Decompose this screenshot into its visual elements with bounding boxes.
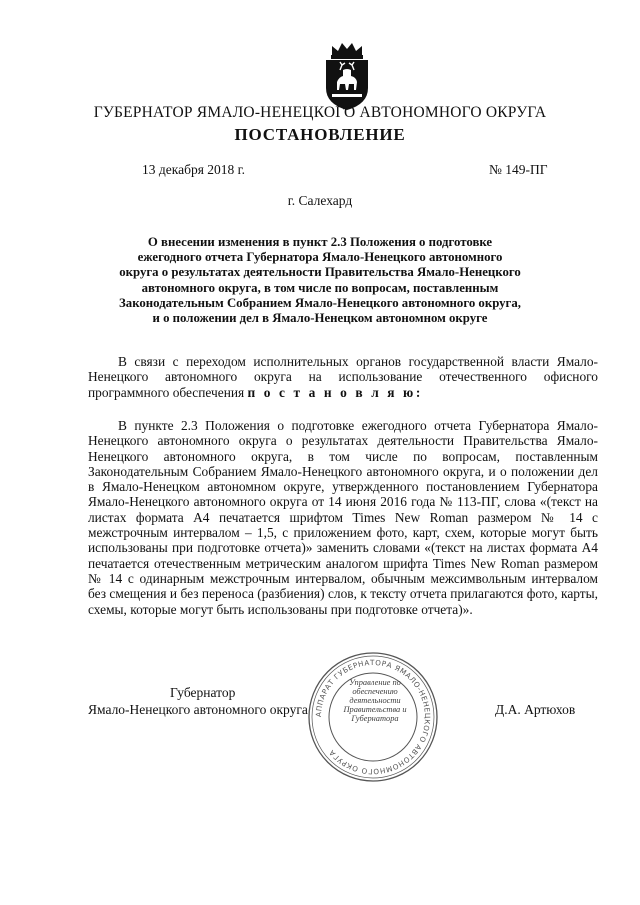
document-number: № 149-ПГ [489, 162, 548, 177]
signer-name: Д.А. Артюхов [495, 702, 576, 717]
stamp-ring-text: АППАРАТ ГУБЕРНАТОРА ЯМАЛО-НЕНЕЦКОГО АВТОНОМНОГО ОКРУГА [313, 657, 433, 777]
signer-position-line1: Губернатор [170, 685, 236, 700]
preamble-paragraph [88, 354, 598, 400]
stamp-center-text: Управление по обеспечению деятельности Правительства и Губернатора [343, 678, 407, 723]
issue-city: г. Салехард [287, 193, 353, 208]
decree-word: п о с т а н о в л я ю: [247, 384, 423, 400]
signer-position-line2: Ямало-Ненецкого автономного округа [88, 702, 308, 717]
preamble-text: В связи с переходом исполнительных органов государственной власти Ямало-Ненецкого автономного округа на использование отечественного офисного программного обеспечения [88, 354, 598, 400]
main-paragraph: В пункте 2.3 Положения о подготовке ежегодного отчета Губернатора Ямало-Ненецкого автономного округа о результатах деятельности Правительства Ямало-Ненецкого автономного округа, в том числе по вопросам, поставленным Законодательным Собранием Ямало-Ненецкого автономного округа, и о положении дел в Ямало-Ненецком автономном округе, утвержденного постановлением Губернатора Ямало-Ненецкого автономного округа от 14 июня 2016 года № 113-ПГ, слова «(текст на листах формата А4 печатается шрифтом Times New Roman размером № 14 с межстрочным интервалом – 1,5, с приложением фото, карт, схем, которые могут быть использованы при подготовке отчета)» заменить словами «(текст на листах формата А4 печатается отечественным метрическим аналогом шрифта Times New Roman размером № 14 с одинарным межстрочным интервалом, обычным межсимвольным интервалом без смещения и без переноса (разбиения) слов, к тексту отчета прилагаются фото, карты, схемы, которые могут быть использованы при подготовке отчета)». [88, 418, 598, 617]
issuer-title: ГУБЕРНАТОР ЯМАЛО-НЕНЕЦКОГО АВТОНОМНОГО ОКРУГА [93, 104, 547, 121]
document-type-heading: ПОСТАНОВЛЕНИЕ [234, 125, 406, 144]
document-date: 13 декабря 2018 г. [142, 162, 246, 177]
document-subject: О внесении изменения в пункт 2.3 Положения о подготовке ежегодного отчета Губернатора Ямало-Ненецкого автономного округа о результатах деятельности Правительства Ямало-Ненецкого автономного округа, в том числе по вопросам, поставленным Законодательным Собранием Ямало-Ненецкого автономного округа, и о положении дел в Ямало-Ненецком автономном округе [119, 235, 521, 326]
coat-of-arms-emblem [318, 40, 376, 112]
